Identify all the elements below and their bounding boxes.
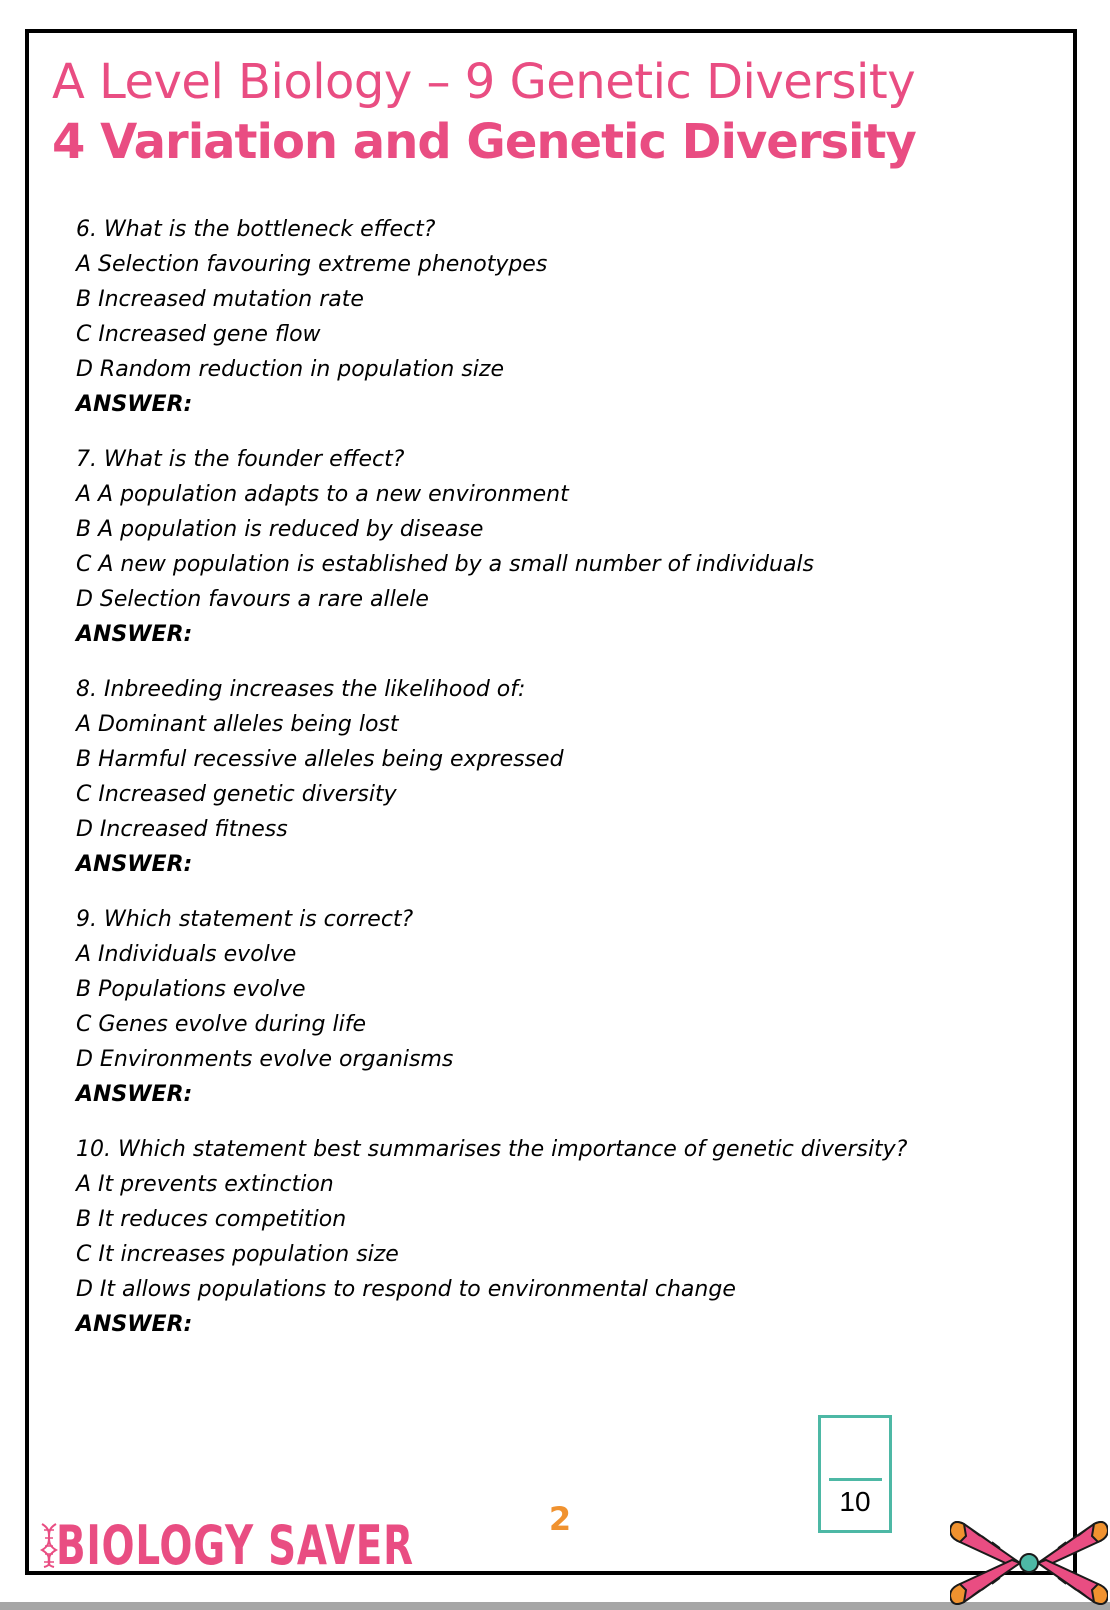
worksheet-subtitle: 4 Variation and Genetic Diversity bbox=[52, 114, 916, 170]
answer-label: ANSWER: bbox=[76, 1312, 193, 1337]
option-b: B Harmful recessive alleles being expressed bbox=[76, 747, 564, 772]
score-total: 10 bbox=[839, 1486, 871, 1517]
question-9 bbox=[76, 902, 1026, 1112]
score-box bbox=[818, 1415, 892, 1533]
answer-label: ANSWER: bbox=[76, 1082, 193, 1107]
option-b: B Increased mutation rate bbox=[76, 287, 364, 312]
question-list bbox=[76, 212, 1026, 1362]
option-a: A It prevents extinction bbox=[76, 1172, 334, 1197]
option-b: B A population is reduced by disease bbox=[76, 517, 484, 542]
answer-label: ANSWER: bbox=[76, 392, 193, 417]
page-number: 2 bbox=[548, 1500, 572, 1538]
question-7 bbox=[76, 442, 1026, 652]
option-d: D It allows populations to respond to environmental change bbox=[76, 1277, 736, 1302]
option-a: A Selection favouring extreme phenotypes bbox=[76, 252, 548, 277]
option-a: A Individuals evolve bbox=[76, 942, 297, 967]
question-text: 10. Which statement best summarises the importance of genetic diversity? bbox=[76, 1137, 908, 1162]
question-text: 8. Inbreeding increases the likelihood of: bbox=[76, 677, 526, 702]
option-a: A A population adapts to a new environment bbox=[76, 482, 569, 507]
score-divider bbox=[829, 1478, 882, 1481]
question-text: 6. What is the bottleneck effect? bbox=[76, 217, 436, 242]
option-b: B It reduces competition bbox=[76, 1207, 347, 1232]
option-c: C Genes evolve during life bbox=[76, 1012, 367, 1037]
question-6 bbox=[76, 212, 1026, 422]
worksheet-title: A Level Biology – 9 Genetic Diversity bbox=[52, 54, 916, 110]
viewer-bottom-strip bbox=[0, 1602, 1110, 1610]
option-d: D Random reduction in population size bbox=[76, 357, 504, 382]
option-a: A Dominant alleles being lost bbox=[76, 712, 399, 737]
chromosome-arm-lower-right bbox=[1038, 1560, 1108, 1604]
option-c: C Increased gene flow bbox=[76, 322, 321, 347]
question-text: 9. Which statement is correct? bbox=[76, 907, 414, 932]
chromosome-arm-lower-left bbox=[950, 1560, 1020, 1604]
option-c: C A new population is established by a small number of individuals bbox=[76, 552, 815, 577]
brand-name: BIOLOGY SAVER bbox=[56, 1514, 414, 1577]
option-d: D Increased fitness bbox=[76, 817, 288, 842]
chromosome-arm-upper-right bbox=[1038, 1522, 1108, 1566]
brand-logo bbox=[38, 1514, 414, 1577]
option-c: C It increases population size bbox=[76, 1242, 399, 1267]
answer-label: ANSWER: bbox=[76, 622, 193, 647]
question-text: 7. What is the founder effect? bbox=[76, 447, 405, 472]
option-d: D Environments evolve organisms bbox=[76, 1047, 454, 1072]
option-c: C Increased genetic diversity bbox=[76, 782, 397, 807]
question-8 bbox=[76, 672, 1026, 882]
chromosome-icon bbox=[950, 1516, 1108, 1610]
chromosome-arm-upper-left bbox=[950, 1522, 1020, 1566]
option-b: B Populations evolve bbox=[76, 977, 306, 1002]
answer-label: ANSWER: bbox=[76, 852, 193, 877]
question-10 bbox=[76, 1132, 1026, 1342]
option-d: D Selection favours a rare allele bbox=[76, 587, 429, 612]
chromosome-centromere bbox=[1020, 1554, 1038, 1572]
